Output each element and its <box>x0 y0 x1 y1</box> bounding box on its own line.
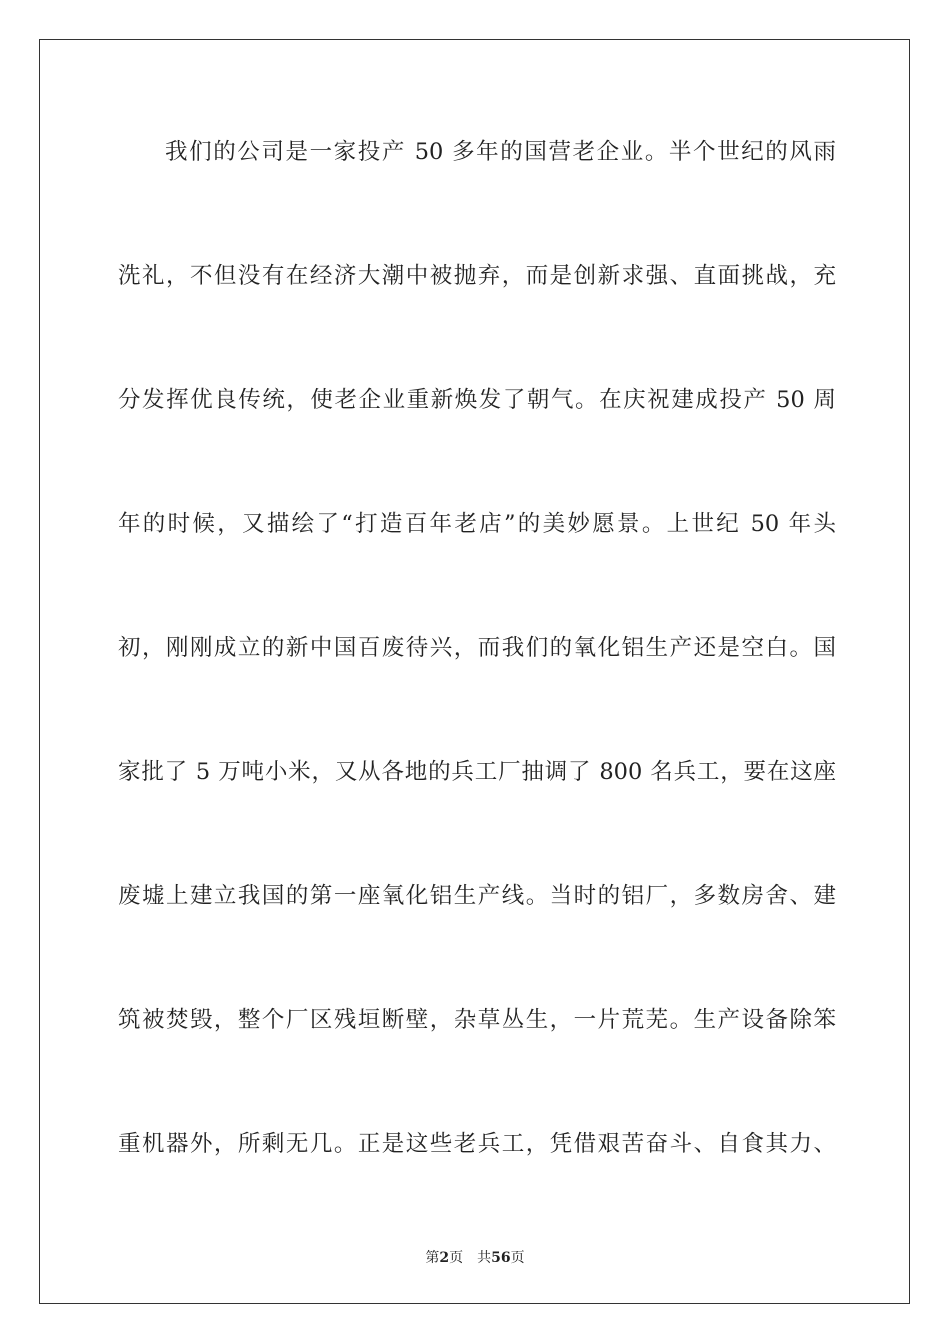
paragraph-line: 洗礼，不但没有在经济大潮中被抛弃，而是创新求强、直面挑战，充 <box>118 263 836 289</box>
page-suffix: 页 <box>449 1250 464 1266</box>
paragraph-line: 废墟上建立我国的第一座氧化铝生产线。当时的铝厂，多数房舍、建 <box>118 883 836 909</box>
page-prefix: 第 <box>425 1250 440 1266</box>
total-prefix: 共 <box>477 1250 492 1266</box>
page-footer <box>0 1247 950 1267</box>
paragraph-line: 分发挥优良传统，使老企业重新焕发了朝气。在庆祝建成投产 50 周 <box>118 387 836 413</box>
total-suffix: 页 <box>510 1250 525 1266</box>
paragraph-line: 重机器外，所剩无几。正是这些老兵工，凭借艰苦奋斗、自食其力、 <box>118 1131 836 1157</box>
paragraph-line: 初，刚刚成立的新中国百废待兴，而我们的氧化铝生产还是空白。国 <box>118 635 836 661</box>
paragraph-line: 家批了 5 万吨小米，又从各地的兵工厂抽调了 800 名兵工，要在这座 <box>118 759 836 785</box>
paragraph-line: 筑被焚毁，整个厂区残垣断壁，杂草丛生，一片荒芜。生产设备除笨 <box>118 1007 836 1033</box>
paragraph-line: 年的时候，又描绘了“打造百年老店”的美妙愿景。上世纪 50 年头 <box>118 511 836 537</box>
body-text <box>118 122 836 1238</box>
total-pages: 56 <box>491 1250 511 1266</box>
page-number: 2 <box>439 1250 450 1266</box>
paragraph-line: 我们的公司是一家投产 50 多年的国营老企业。半个世纪的风雨 <box>165 139 836 165</box>
